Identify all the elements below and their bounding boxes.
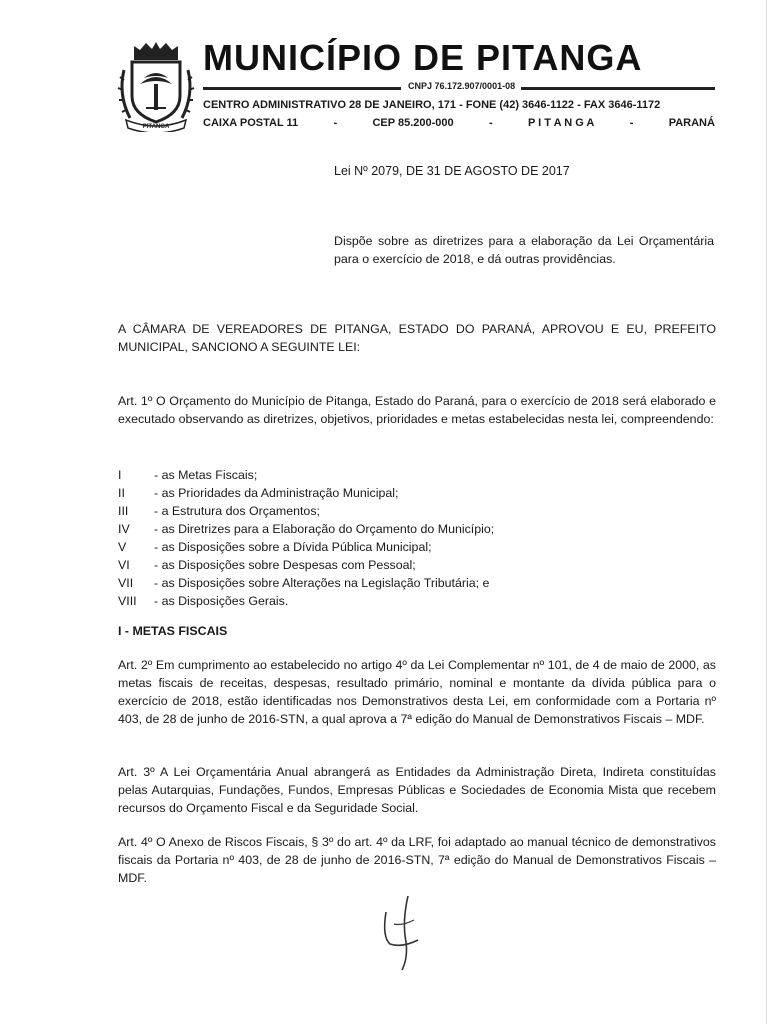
item-number: V <box>118 540 127 554</box>
address-line-1: CENTRO ADMINISTRATIVO 28 DE JANEIRO, 171 - FONE (42) 3646-1122 - FAX 3646-1172 <box>203 99 661 111</box>
section-heading-metas-fiscais: I - METAS FISCAIS <box>118 624 228 638</box>
cnpj-divider-left <box>203 87 401 90</box>
page-edge-line <box>766 0 767 1024</box>
item-number: VI <box>118 558 130 572</box>
article-4: Art. 4º O Anexo de Riscos Fiscais, § 3º do art. 4º da LRF, foi adaptado ao manual técnico de demonstrativos fiscais da Portaria nº 403, de 28 de junho de 2016-STN, 7ª edição do Manual de Demonstrativos Fiscais – MDF. <box>118 835 716 885</box>
article-1: Art. 1º O Orçamento do Município de Pitanga, Estado do Paraná, para o exercício de 2018 será elaborado e executado observando as diretrizes, objetivos, prioridades e metas estabelecidas nesta lei, compreendendo: <box>118 394 716 426</box>
item-text: - a Estrutura dos Orçamentos; <box>154 504 320 518</box>
address-state: PARANÁ <box>668 117 715 129</box>
cnpj-row <box>203 81 715 93</box>
article-2: Art. 2º Em cumprimento ao estabelecido no artigo 4º da Lei Complementar nº 101, de 4 de maio de 2000, as metas fiscais de receitas, despesas, resultado primário, nominal e montante da dívida pública para o exercício de 2018, estão identificadas nos Demonstrativos desta Lei, em conformidade com a Portaria nº 403, de 28 de junho de 2016-STN, a qual aprova a 7ª edição do Manual de Demonstrativos Fiscais – MDF. <box>118 658 716 726</box>
item-text: - as Disposições sobre a Dívida Pública Municipal; <box>154 540 432 554</box>
cnpj-divider-right <box>521 87 715 90</box>
crest-banner-text: PITANGA <box>142 124 170 130</box>
address-separator: - <box>629 117 634 129</box>
item-text: - as Disposições sobre Alterações na Legislação Tributária; e <box>154 576 490 590</box>
law-ementa: Dispõe sobre as diretrizes para a elaboração da Lei Orçamentária para o exercício de 2018, e dá outras providências. <box>334 234 714 266</box>
address-city: P I T A N G A <box>527 117 595 129</box>
article-3: Art. 3º A Lei Orçamentária Anual abrangerá as Entidades da Administração Direta, Indireta constituídas pelas Autarquias, Fundações, Fundos, Empresas Públicas e Sociedades de Economia Mista que recebem recursos do Orçamento Fiscal e da Seguridade Social. <box>118 765 716 815</box>
address-postcode: CEP 85.200-000 <box>372 117 454 129</box>
address-line-2 <box>203 117 715 129</box>
item-number: I <box>118 468 122 482</box>
item-number: VII <box>118 576 134 590</box>
item-number: II <box>118 486 125 500</box>
list-item <box>118 574 716 592</box>
address-separator: - <box>333 117 338 129</box>
handwritten-signature-icon <box>372 892 432 972</box>
item-text: - as Disposições Gerais. <box>154 594 289 608</box>
address-separator: - <box>488 117 493 129</box>
list-item <box>118 556 716 574</box>
list-item <box>118 484 716 502</box>
list-item <box>118 520 716 538</box>
item-number: III <box>118 504 129 518</box>
municipal-crest-icon <box>116 40 196 132</box>
address-po-box: CAIXA POSTAL 11 <box>203 117 299 129</box>
item-text: - as Disposições sobre Despesas com Pessoal; <box>154 558 416 572</box>
promulgation-clause: A CÂMARA DE VEREADORES DE PITANGA, ESTADO DO PARANÁ, APROVOU E EU, PREFEITO MUNICIPAL, SANCIONO A SEGUINTE LEI: <box>118 322 716 354</box>
list-item <box>118 538 716 556</box>
list-item <box>118 502 716 520</box>
item-number: VIII <box>118 594 137 608</box>
article-1-items <box>118 466 716 610</box>
item-text: - as Prioridades da Administração Municipal; <box>154 486 399 500</box>
municipality-title: MUNICÍPIO DE PITANGA <box>203 37 643 78</box>
item-number: IV <box>118 522 130 536</box>
law-title: Lei Nº 2079, DE 31 DE AGOSTO DE 2017 <box>334 164 570 178</box>
cnpj-text: CNPJ 76.172.907/0001-08 <box>408 81 516 91</box>
list-item <box>118 592 716 610</box>
item-text: - as Metas Fiscais; <box>154 468 258 482</box>
list-item <box>118 466 716 484</box>
item-text: - as Diretrizes para a Elaboração do Orçamento do Município; <box>154 522 495 536</box>
